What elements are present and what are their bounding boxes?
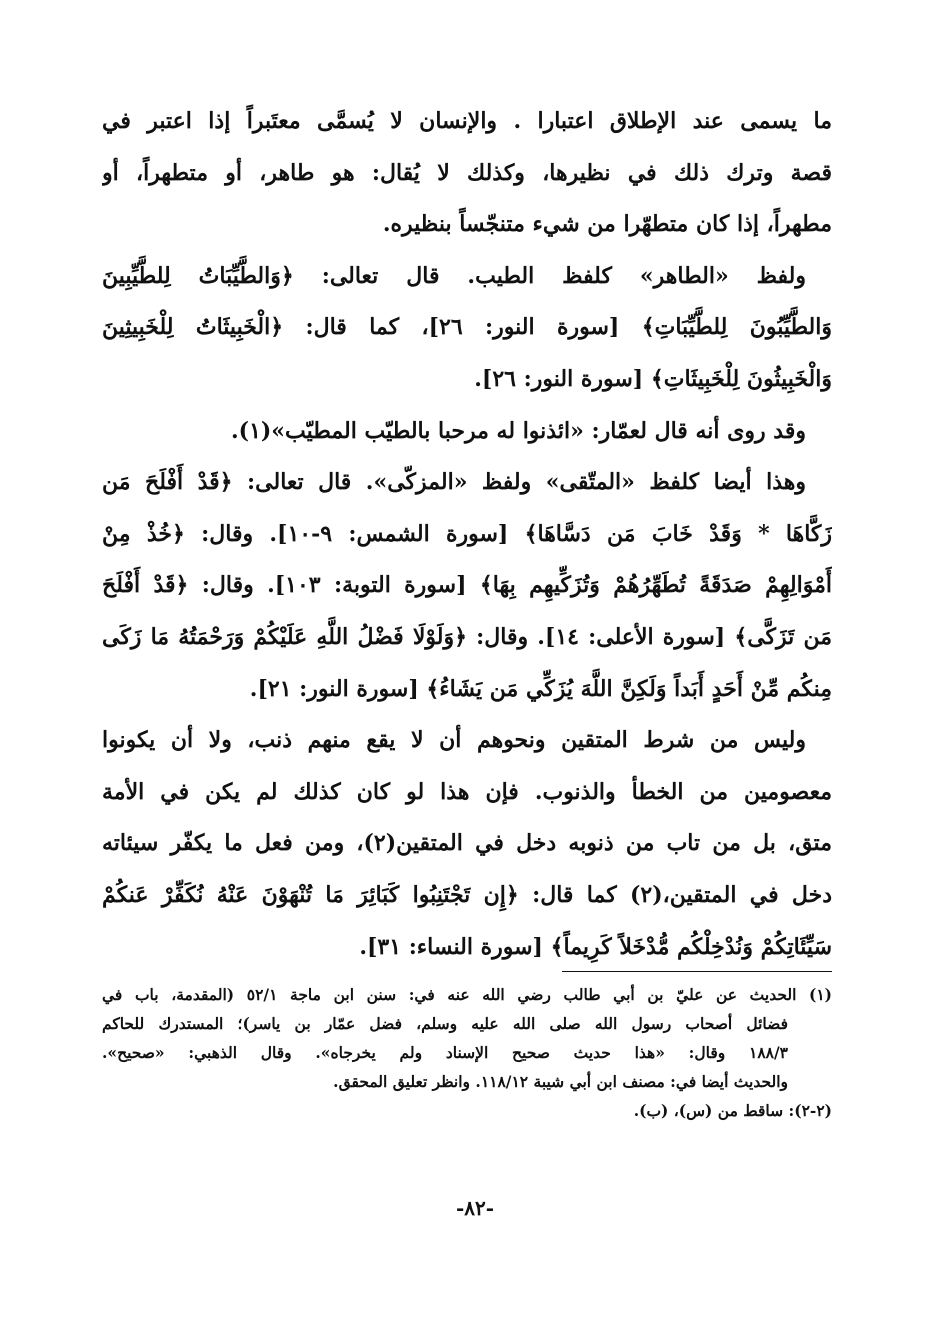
page-number: -٨٢- bbox=[455, 1196, 495, 1220]
body-line: سَيِّئَاتِكُمْ وَنُدْخِلْكُم مُّدْخَلاً كَرِيماً﴾ [سورة النساء: ٣١]. bbox=[359, 933, 832, 960]
footnote-line: والحديث أيضا في: مصنف ابن أبي شيبة ١١٨/١٢. وانظر تعليق المحقق. bbox=[333, 1072, 788, 1091]
body-line: مَن تَزَكَّى﴾ [سورة الأعلى: ١٤]. وقال: ﴿وَلَوْلَا فَضْلُ اللَّهِ عَلَيْكُمْ وَرَحْمَتُهُ مَا زَكَى bbox=[102, 623, 832, 650]
body-line: أَمْوَالِهِمْ صَدَقَةً تُطَهِّرُهُمْ وَتُزَكِّيهِم بِهَا﴾ [سورة التوبة: ١٠٣]. وقال: ﴿قَدْ أَفْلَحَ bbox=[102, 572, 832, 599]
footnote-line: ١٨٨/٣ وقال: «هذا حديث صحيح الإسناد ولم يخرجاه». وقال الذهبي: «صحيح». bbox=[102, 1043, 788, 1062]
body-line: وهذا أيضا كلفظ «المتّقى» ولفظ «المزكّى». قال تعالى: ﴿قَدْ أَفْلَحَ مَن bbox=[102, 469, 806, 496]
body-line: دخل في المتقين،(٢) كما قال: ﴿إِن تَجْتَنِبُوا كَبَائِرَ مَا تُنْهَوْنَ عَنْهُ نُكَفِّرْ عَنكُمْ bbox=[102, 881, 832, 908]
body-line: وليس من شرط المتقين ونحوهم أن لا يقع منهم ذنب، ولا أن يكونوا bbox=[102, 727, 806, 754]
footnote-line: فضائل أصحاب رسول الله صلى الله عليه وسلم، فضل عمّار بن ياسر)؛ المستدرك للحاكم bbox=[102, 1014, 788, 1033]
body-line: قصة وترك ذلك في نظيرها، وكذلك لا يُقال: هو طاهر، أو متطهراً، أو bbox=[102, 159, 832, 186]
footnote-line: (٢-٢): ساقط من (س)، (ب). bbox=[633, 1101, 832, 1120]
body-line: زَكَّاهَا * وَقَدْ خَابَ مَن دَسَّاهَا﴾ [سورة الشمس: ٩-١٠]. وقال: ﴿خُذْ مِنْ bbox=[102, 520, 832, 547]
body-line: متق، بل من تاب من ذنوبه دخل في المتقين(٢)، ومن فعل ما يكفّر سيئاته bbox=[102, 830, 832, 857]
body-line: ما يسمى عند الإطلاق اعتبارا . والإنسان لا يُسمَّى معتَبراً إذا اعتبر في bbox=[102, 108, 832, 134]
body-line: معصومين من الخطأ والذنوب. فإن هذا لو كان كذلك لم يكن في الأمة bbox=[102, 778, 832, 805]
footnote-line: (١) الحديث عن عليّ بن أبي طالب رضي الله عنه في: سنن ابن ماجة ٥٢/١ (المقدمة، باب في bbox=[102, 985, 832, 1004]
main-text-block bbox=[102, 96, 832, 973]
footnote-separator bbox=[562, 971, 832, 972]
body-line: ولفظ «الطاهر» كلفظ الطيب. قال تعالى: ﴿وَالطَّيِّبَاتُ لِلطَّيِّبِينَ bbox=[102, 262, 806, 289]
body-line: وَالطَّيِّبُونَ لِلطَّيِّبَاتِ﴾ [سورة النور: ٢٦]، كما قال: ﴿الْخَبِيثَاتُ لِلْخَبِيثِينَ bbox=[102, 314, 832, 341]
body-line: وَالْخَبِيثُونَ لِلْخَبِيثَاتِ﴾ [سورة النور: ٢٦]. bbox=[474, 365, 832, 392]
footnotes-block bbox=[102, 980, 832, 1125]
body-line: مِنكُم مِّنْ أَحَدٍ أَبَداً وَلَكِنَّ اللَّهَ يُزَكِّي مَن يَشَاءُ﴾ [سورة النور: ٢١]. bbox=[249, 675, 832, 702]
body-line: وقد روى أنه قال لعمّار: «ائذنوا له مرحبا بالطيّب المطيّب»(١). bbox=[230, 417, 806, 444]
body-line: مطهراً، إذا كان متطهّرا من شيء متنجّساً بنظيره. bbox=[382, 211, 832, 238]
